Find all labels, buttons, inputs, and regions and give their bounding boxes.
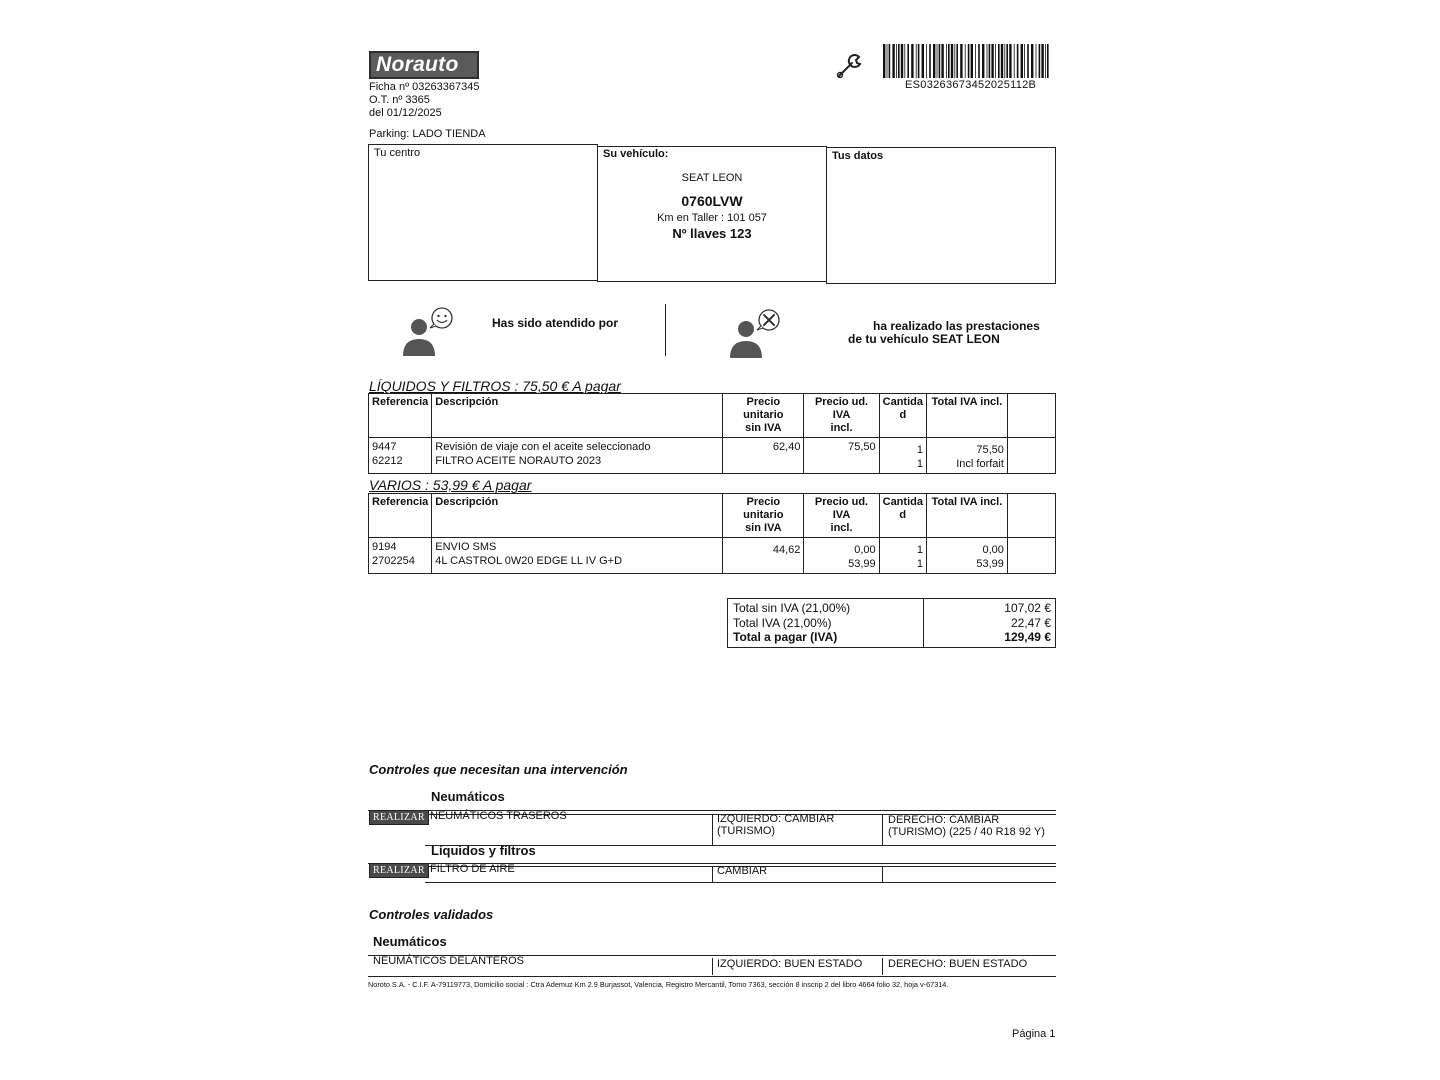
totals-table bbox=[727, 598, 1056, 648]
barcode-bar bbox=[978, 44, 980, 78]
front-tires-item: NEUMÁTICOS DELANTEROS bbox=[373, 955, 524, 967]
barcode-bar bbox=[901, 44, 903, 78]
col-extra bbox=[1007, 394, 1055, 438]
barcode-bar bbox=[918, 44, 920, 78]
barcode-bar bbox=[956, 44, 958, 78]
document-date: del 01/12/2025 bbox=[369, 107, 442, 119]
divider bbox=[425, 882, 1056, 883]
barcode-bar bbox=[1047, 44, 1049, 78]
barcode-bar bbox=[987, 44, 988, 78]
centro-label: Tu centro bbox=[374, 147, 421, 159]
barcode-bar bbox=[887, 44, 888, 78]
air-filter-action: CAMBIAR bbox=[717, 865, 768, 877]
total-pagar-value: 129,49 € bbox=[1004, 630, 1051, 644]
services-label-line1: ha realizado las prestaciones bbox=[873, 319, 1040, 333]
rear-right-size: (TURISMO) (225 / 40 R18 92 Y) bbox=[888, 826, 1045, 838]
barcode-bar bbox=[916, 44, 917, 78]
divider bbox=[712, 866, 713, 882]
advisor-person-icon bbox=[400, 306, 456, 358]
col-total: Total IVA incl. bbox=[926, 394, 1007, 438]
col-descripcion: Descripción bbox=[432, 394, 723, 438]
parking-location: Parking: LADO TIENDA bbox=[369, 128, 486, 140]
barcode-bar bbox=[991, 44, 993, 78]
keys-number: Nº llaves 123 bbox=[672, 226, 752, 241]
barcode-bar bbox=[937, 44, 938, 78]
col-cantidad: Cantida d bbox=[879, 494, 926, 538]
barcode-bar bbox=[926, 44, 927, 78]
barcode-bar bbox=[968, 44, 970, 78]
page-number: Página 1 bbox=[1012, 1028, 1056, 1040]
realizar-badge: REALIZAR bbox=[369, 810, 429, 825]
attended-by-label: Has sido atendido por bbox=[492, 316, 619, 330]
barcode-bar bbox=[898, 44, 900, 78]
centro-box bbox=[368, 144, 598, 281]
license-plate: 0760LVW bbox=[681, 193, 743, 209]
barcode-bar bbox=[995, 44, 996, 78]
barcode-bar bbox=[948, 44, 950, 78]
divider bbox=[882, 814, 883, 845]
ficha-number: Ficha nº 03263367345 bbox=[369, 81, 480, 93]
barcode-bar bbox=[1017, 44, 1019, 78]
front-left-status: IZQUIERDO: BUEN ESTADO bbox=[717, 958, 863, 970]
barcode-bar bbox=[883, 44, 885, 78]
barcode-bar bbox=[1031, 44, 1033, 78]
barcode-bar bbox=[1014, 44, 1015, 78]
vehiculo-box bbox=[597, 146, 827, 282]
barcode-bar bbox=[1024, 44, 1025, 78]
col-extra bbox=[1007, 494, 1055, 538]
divider bbox=[712, 958, 713, 975]
vehiculo-label: Su vehículo: bbox=[603, 148, 669, 160]
datos-box bbox=[826, 147, 1056, 284]
barcode-bar bbox=[896, 44, 897, 78]
divider bbox=[882, 958, 883, 975]
barcode-bar bbox=[889, 44, 891, 78]
staff-divider bbox=[665, 304, 666, 356]
barcode-bar bbox=[954, 44, 955, 78]
barcode-bar bbox=[1036, 44, 1037, 78]
rear-tires-item: NEUMÁTICOS TRASEROS bbox=[430, 810, 567, 822]
intervention-title: Controles que necesitan una intervención bbox=[369, 762, 628, 777]
varios-header-row bbox=[369, 494, 1056, 538]
total-pagar-label: Total a pagar (IVA) bbox=[733, 630, 838, 644]
validated-tires-title: Neumáticos bbox=[373, 934, 447, 949]
varios-section-title: VARIOS : 53,99 € A pagar bbox=[369, 477, 532, 493]
air-filter-item: FILTRO DE AIRE bbox=[430, 863, 515, 875]
intervention-tires-title: Neumáticos bbox=[431, 789, 505, 804]
barcode-bar bbox=[1004, 44, 1005, 78]
col-precio-iva: Precio ud. IVA incl. bbox=[804, 394, 879, 438]
rear-left-status: IZQUIERDO: CAMBIAR bbox=[717, 813, 835, 825]
total-iva-value: 22,47 € bbox=[1010, 615, 1051, 630]
col-cantidad: Cantida d bbox=[879, 394, 926, 438]
barcode bbox=[883, 44, 1051, 78]
barcode-bar bbox=[960, 44, 962, 78]
services-label-line2: de tu vehículo SEAT LEON bbox=[848, 332, 1000, 346]
rear-left-type: (TURISMO) bbox=[717, 825, 776, 837]
total-sin-iva-label: Total sin IVA (21,00%) bbox=[733, 601, 851, 615]
liquidos-table bbox=[368, 393, 1056, 474]
barcode-bar bbox=[975, 44, 976, 78]
barcode-bar bbox=[907, 44, 909, 78]
barcode-bar bbox=[1009, 44, 1011, 78]
varios-table bbox=[368, 493, 1056, 574]
table-row: 9194 2702254 ENVIO SMS 4L CASTROL 0W20 EDGE LL IV G+D 44,62 0,00 53,99 1 1 0,00 53,99 bbox=[369, 538, 1056, 574]
total-iva-label: Total IVA (21,00%) bbox=[733, 615, 832, 630]
barcode-bar bbox=[1001, 44, 1003, 78]
barcode-bar bbox=[933, 44, 935, 78]
barcode-bar bbox=[998, 44, 1000, 78]
col-precio-unitario: Precio unitario sin IVA bbox=[723, 394, 804, 438]
barcode-bar bbox=[941, 44, 943, 78]
table-row: 9447 62212 Revisión de viaje con el aceite seleccionado FILTRO ACEITE NORAUTO 2023 62,40 75,50 1 1 75,50 Incl forfait bbox=[369, 438, 1056, 474]
barcode-bar bbox=[1027, 44, 1029, 78]
front-right-status: DERECHO: BUEN ESTADO bbox=[888, 958, 1028, 970]
col-descripcion: Descripción bbox=[432, 494, 723, 538]
liquidos-section-title: LÍQUIDOS Y FILTROS : 75,50 € A pagar bbox=[369, 378, 621, 394]
col-precio-unitario: Precio unitario sin IVA bbox=[723, 494, 804, 538]
barcode-bar bbox=[892, 44, 894, 78]
realizar-badge: REALIZAR bbox=[369, 863, 429, 878]
col-total: Total IVA incl. bbox=[926, 494, 1007, 538]
barcode-bar bbox=[1006, 44, 1008, 78]
barcode-bar bbox=[911, 44, 913, 78]
col-referencia: Referencia bbox=[369, 494, 432, 538]
barcode-bar bbox=[951, 44, 953, 78]
barcode-bar bbox=[946, 44, 947, 78]
barcode-bar bbox=[982, 44, 984, 78]
divider bbox=[368, 976, 1056, 977]
divider bbox=[882, 866, 883, 882]
barcode-bar bbox=[922, 44, 924, 78]
datos-label: Tus datos bbox=[832, 150, 884, 162]
barcode-bar bbox=[1045, 44, 1046, 78]
validated-title: Controles validados bbox=[369, 907, 494, 922]
divider bbox=[712, 814, 713, 845]
mechanic-person-icon bbox=[727, 308, 783, 360]
barcode-bar bbox=[939, 44, 941, 78]
barcode-number: ES03263673452025112B bbox=[905, 79, 1037, 91]
mileage: Km en Taller : 101 057 bbox=[657, 212, 767, 224]
col-precio-iva: Precio ud. IVA incl. bbox=[804, 494, 879, 538]
rear-right-status: DERECHO: CAMBIAR bbox=[888, 814, 1000, 826]
barcode-bar bbox=[929, 44, 931, 78]
barcode-bar bbox=[1021, 44, 1023, 78]
barcode-bar bbox=[1041, 44, 1043, 78]
wrench-icon bbox=[835, 50, 867, 80]
legal-footer: Noroto S.A. - C.I.F. A-79119773, Domicilio social : Ctra Ademuz Km 2.9 Burjassot, Valencia, Registro Mercantil, Tomo 7363, sección 8 inscrip 2 del libro 4664 folio 32, hoja v-67314. bbox=[368, 980, 949, 989]
ot-number: O.T. nº 3365 bbox=[369, 94, 430, 106]
totals-row bbox=[728, 599, 1056, 648]
liquidos-header-row bbox=[369, 394, 1056, 438]
barcode-bar bbox=[989, 44, 991, 78]
barcode-bar bbox=[965, 44, 966, 78]
col-referencia: Referencia bbox=[369, 394, 432, 438]
norauto-logo: Norauto bbox=[369, 51, 479, 79]
barcode-bar bbox=[971, 44, 973, 78]
barcode-bar bbox=[1039, 44, 1041, 78]
vehicle-model: SEAT LEON bbox=[681, 172, 743, 184]
total-sin-iva-value: 107,02 € bbox=[1004, 601, 1051, 615]
intervention-fluids-title: Líquidos y filtros bbox=[431, 843, 536, 858]
barcode-bar bbox=[904, 44, 905, 78]
